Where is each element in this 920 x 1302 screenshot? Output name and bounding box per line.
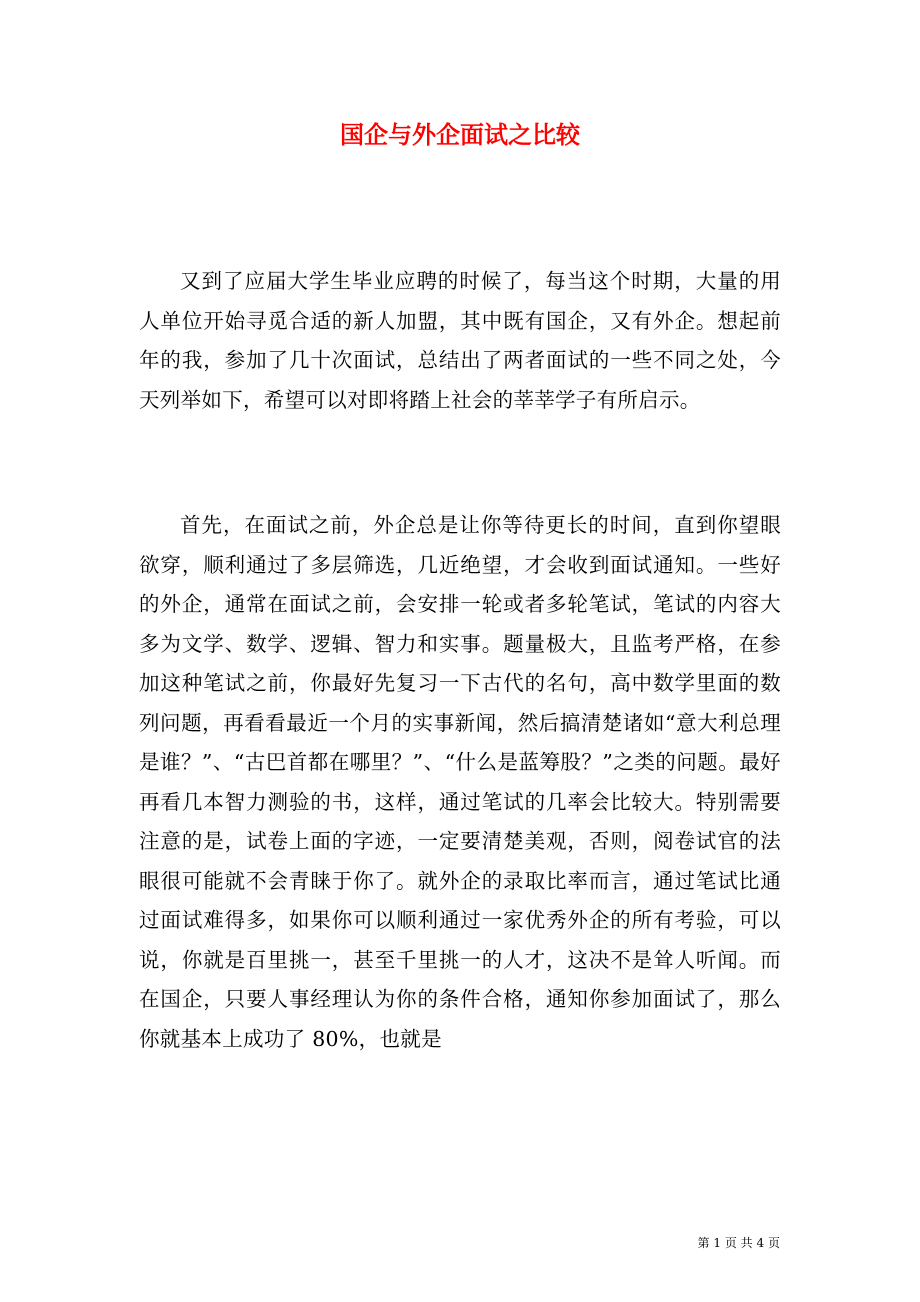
footer-suffix: 页 — [767, 1236, 780, 1250]
page-number-footer — [0, 1235, 920, 1251]
footer-current-page: 1 — [713, 1236, 722, 1250]
footer-middle: 页 共 — [724, 1236, 753, 1250]
footer-total-pages: 4 — [756, 1236, 765, 1250]
footer-prefix: 第 — [697, 1236, 710, 1250]
paragraph-first-point: 首先，在面试之前，外企总是让你等待更长的时间，直到你望眼欲穿，顺利通过了多层筛选，几近绝望，才会收到面试通知。一些好的外企，通常在面试之前，会安排一轮或者多轮笔试，笔试的内容大多为文学、数学、逻辑、智力和实事。题量极大，且监考严格，在参加这种笔试之前，你最好先复习一下古代的名句，高中数学里面的数列问题，再看看最近一个月的实事新闻，然后搞清楚诸如“意大利总理是谁？”、“古巴首都在哪里？”、“什么是蓝筹股？”之类的问题。最好再看几本智力测验的书，这样，通过笔试的几率会比较大。特别需要注意的是，试卷上面的字迹，一定要清楚美观，否则，阅卷试官的法眼很可能就不会青睐于你了。就外企的录取比率而言，通过笔试比通过面试难得多，如果你可以顺利通过一家优秀外企的所有考验，可以说，你就是百里挑一，甚至千里挑一的人才，这决不是耸人听闻。而在国企，只要人事经理认为你的条件合格，通知你参加面试了，那么你就基本上成功了 80%，也就是 — [139, 513, 781, 1051]
paragraph-intro: 又到了应届大学生毕业应聘的时候了，每当这个时期，大量的用人单位开始寻觅合适的新人加盟，其中既有国企，又有外企。想起前年的我，参加了几十次面试，总结出了两者面试的一些不同之处，今天列举如下，希望可以对即将踏上社会的莘莘学子有所启示。 — [139, 269, 781, 412]
page-title: 国企与外企面试之比较 — [340, 120, 580, 149]
